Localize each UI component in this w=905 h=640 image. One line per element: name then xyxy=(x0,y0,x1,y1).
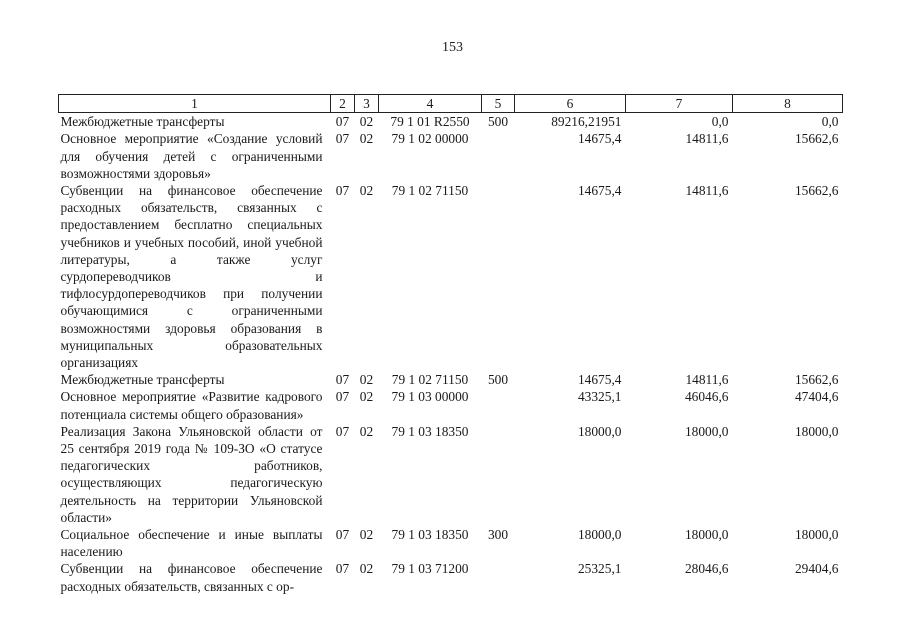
row-name: Социальное обеспечение и иные выплаты населению xyxy=(60,527,323,560)
row-name: Субвенции на финансовое обеспечение расходных обязательств, связанных с ор- xyxy=(60,561,323,594)
row-amount-1: 89216,21951 xyxy=(551,114,622,130)
header-cell: 5 xyxy=(482,95,515,113)
table-row xyxy=(59,560,843,594)
table-row xyxy=(59,182,843,371)
row-subsection: 02 xyxy=(359,561,374,577)
row-amount-1: 25325,1 xyxy=(577,561,622,577)
row-amount-3: 15662,6 xyxy=(794,372,839,388)
header-cell: 6 xyxy=(515,95,626,113)
row-amount-2: 14811,6 xyxy=(685,183,729,199)
row-amount-2: 14811,6 xyxy=(685,131,729,147)
row-section: 07 xyxy=(335,561,350,577)
header-cell: 7 xyxy=(626,95,733,113)
row-amount-3: 29404,6 xyxy=(794,561,839,577)
row-expense-type xyxy=(482,388,515,422)
row-expense-type xyxy=(482,560,515,594)
row-subsection: 02 xyxy=(359,183,374,199)
row-section: 07 xyxy=(335,114,350,130)
row-target-code: 79 1 03 18350 xyxy=(391,527,469,543)
row-subsection: 02 xyxy=(359,527,374,543)
row-section: 07 xyxy=(335,527,350,543)
row-amount-2: 18000,0 xyxy=(684,527,729,543)
header-cell: 4 xyxy=(379,95,482,113)
row-target-code: 79 1 03 18350 xyxy=(391,423,469,439)
row-subsection: 02 xyxy=(359,372,374,388)
row-name: Основное мероприятие «Развитие кадрового потенциала системы общего образования» xyxy=(60,389,323,422)
row-section: 07 xyxy=(335,372,350,388)
header-cell: 8 xyxy=(733,95,843,113)
row-amount-2: 18000,0 xyxy=(684,423,729,439)
header-cell: 2 xyxy=(331,95,355,113)
row-target-code: 79 1 02 00000 xyxy=(391,131,469,147)
row-expense-type: 500 xyxy=(487,114,509,130)
row-name: Межбюджетные трансферты xyxy=(60,372,225,388)
row-amount-3: 15662,6 xyxy=(794,183,839,199)
table-row xyxy=(59,388,843,422)
row-amount-1: 43325,1 xyxy=(577,389,622,405)
row-target-code: 79 1 02 71150 xyxy=(391,372,469,388)
row-amount-2: 28046,6 xyxy=(684,561,729,577)
budget-table xyxy=(58,94,843,595)
table-row xyxy=(59,423,843,526)
row-target-code: 79 1 02 71150 xyxy=(391,183,469,199)
row-amount-1: 14675,4 xyxy=(577,372,622,388)
row-name: Межбюджетные трансферты xyxy=(60,114,225,130)
row-subsection: 02 xyxy=(359,114,374,130)
row-section: 07 xyxy=(335,183,350,199)
row-amount-1: 14675,4 xyxy=(577,131,622,147)
table-row xyxy=(59,526,843,560)
row-expense-type: 300 xyxy=(487,527,509,543)
row-name: Субвенции на финансовое обеспечение расходных обязательств, связанных с предоставлением бесплатно специальных учебников и учебных пособий, иной учебной литературы, а также услуг сурдопереводчиков и тифлосурдопереводчиков при получении обучающимися с ограниченными возможностями здоровья образования в муниципальных образовательных организациях xyxy=(60,183,323,371)
row-subsection: 02 xyxy=(359,423,374,439)
row-amount-3: 15662,6 xyxy=(794,131,839,147)
row-section: 07 xyxy=(335,423,350,439)
row-name: Основное мероприятие «Создание условий для обучения детей с ограниченными возможностями здоровья» xyxy=(60,131,323,181)
row-amount-1: 18000,0 xyxy=(577,527,622,543)
row-amount-2: 46046,6 xyxy=(684,389,729,405)
table-row xyxy=(59,130,843,182)
row-amount-3: 18000,0 xyxy=(794,527,839,543)
row-amount-2: 14811,6 xyxy=(685,372,729,388)
row-amount-2: 0,0 xyxy=(711,114,729,130)
row-amount-3: 0,0 xyxy=(821,114,839,130)
table-row xyxy=(59,113,843,131)
header-cell: 3 xyxy=(355,95,379,113)
row-amount-3: 18000,0 xyxy=(794,423,839,439)
row-target-code: 79 1 03 00000 xyxy=(391,389,469,405)
table-header xyxy=(59,95,843,113)
row-target-code: 79 1 01 R2550 xyxy=(390,114,470,130)
row-subsection: 02 xyxy=(359,389,374,405)
row-expense-type xyxy=(482,130,515,182)
table-row xyxy=(59,371,843,388)
row-name: Реализация Закона Ульяновской области от 25 сентября 2019 года № 109-ЗО «О статусе педагогических работников, осуществляющих педагогическую деятельность на территории Ульяновской области» xyxy=(60,423,323,525)
row-section: 07 xyxy=(335,131,350,147)
row-expense-type: 500 xyxy=(487,372,509,388)
row-amount-1: 18000,0 xyxy=(577,423,622,439)
row-subsection: 02 xyxy=(359,131,374,147)
row-amount-3: 47404,6 xyxy=(794,389,839,405)
row-expense-type xyxy=(482,182,515,371)
row-expense-type xyxy=(482,423,515,526)
row-amount-1: 14675,4 xyxy=(577,183,622,199)
header-cell: 1 xyxy=(59,95,331,113)
page-number: 153 xyxy=(442,40,463,55)
row-section: 07 xyxy=(335,389,350,405)
row-target-code: 79 1 03 71200 xyxy=(391,561,469,577)
